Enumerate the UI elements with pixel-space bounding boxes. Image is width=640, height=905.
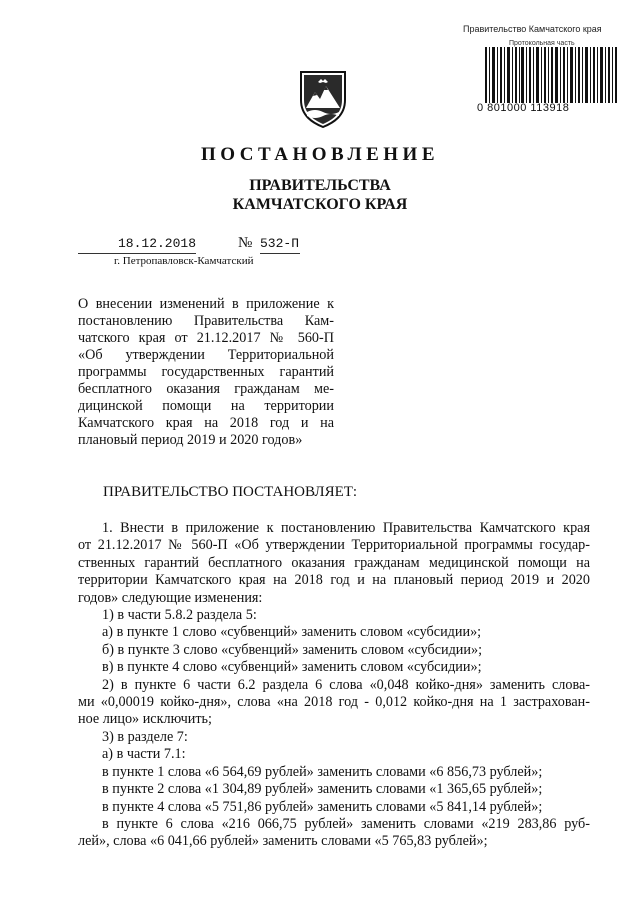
body-line: годов» следующие изменения: (78, 589, 263, 606)
subject-line: Камчатского края на 2018 год и на (78, 415, 334, 431)
stamp-organization: Правительство Камчатского края (463, 24, 602, 34)
body-line: 1. Внести в приложение к постановлению Правительства Камчатского края (102, 520, 590, 536)
issuing-authority (0, 176, 640, 214)
body-line: 3) в разделе 7: (102, 728, 188, 745)
document-subject (78, 296, 334, 449)
barcode-number: 0 801000 113918 (477, 102, 570, 114)
body-line: ственных гарантий бесплатного оказания гражданам медицинской помощи на (78, 554, 590, 571)
registration-stamp (463, 24, 623, 114)
subject-line: дицинской помощи на территории (78, 398, 334, 414)
subject-line: «Об утверждении Территориальной (78, 347, 334, 363)
body-line: ми «0,00019 койко-дня», слова «на 2018 год - 0,012 койко-дня на 1 застрахован- (78, 694, 590, 711)
body-line: в пункте 2 слова «1 304,89 рублей» заменить словами «1 365,65 рублей»; (102, 781, 543, 798)
document-number: 532-П (260, 236, 300, 251)
subject-line: бесплатного оказания гражданам ме- (78, 381, 334, 397)
coat-of-arms-icon (299, 70, 347, 128)
body-line: от 21.12.2017 № 560-П «Об утверждении Территориальной программы государ- (78, 537, 590, 554)
document-body (78, 520, 590, 851)
number-underline (260, 253, 300, 254)
body-line: в пункте 4 слова «5 751,86 рублей» заменить словами «5 841,14 рублей»; (102, 798, 543, 815)
registration-line (78, 236, 368, 266)
date-underline (78, 253, 196, 254)
body-line: а) в пункте 1 слово «субвенций» заменить словом «субсидии»; (102, 624, 482, 641)
body-line: в пункте 6 слова «216 066,75 рублей» заменить словами «219 283,86 руб- (102, 815, 590, 832)
body-line: ное лицо» исключить; (78, 711, 212, 728)
authority-line-2: КАМЧАТСКОГО КРАЯ (232, 196, 408, 213)
subject-line: плановый период 2019 и 2020 годов» (78, 432, 303, 448)
document-title: ПОСТАНОВЛЕНИЕ (200, 144, 440, 165)
number-sign: № (238, 235, 253, 251)
body-line: а) в части 7.1: (102, 746, 186, 763)
barcode-icon (485, 47, 617, 103)
body-line: б) в пункте 3 слово «субвенций» заменить словом «субсидии»; (102, 641, 483, 658)
subject-line: программы государственных гарантий (78, 364, 334, 380)
body-line: лей», слова «6 041,66 рублей» заменить словами «5 765,83 рублей»; (78, 833, 488, 850)
body-line: 2) в пункте 6 части 6.2 раздела 6 слова «0,048 койко-дня» заменить слова- (102, 676, 590, 693)
authority-line-1: ПРАВИТЕЛЬСТВА (249, 177, 391, 194)
subject-line: О внесении изменений в приложение к (78, 296, 334, 312)
resolve-heading: ПРАВИТЕЛЬСТВО ПОСТАНОВЛЯЕТ: (103, 484, 358, 500)
document-city: г. Петропавловск-Камчатский (114, 255, 254, 267)
document-date: 18.12.2018 (118, 236, 197, 251)
body-line: в) в пункте 4 слово «субвенций» заменить словом «субсидии»; (102, 659, 482, 676)
stamp-subtitle: Протокольная часть (509, 40, 575, 47)
body-line: территории Камчатского края на 2018 год и на плановый период 2019 и 2020 (78, 572, 590, 589)
body-line: в пункте 1 слова «6 564,69 рублей» заменить словами «6 856,73 рублей»; (102, 763, 543, 780)
body-line: 1) в части 5.8.2 раздела 5: (102, 607, 257, 624)
subject-line: постановлению Правительства Кам- (78, 313, 334, 329)
subject-line: чатского края от 21.12.2017 № 560-П (78, 330, 334, 346)
